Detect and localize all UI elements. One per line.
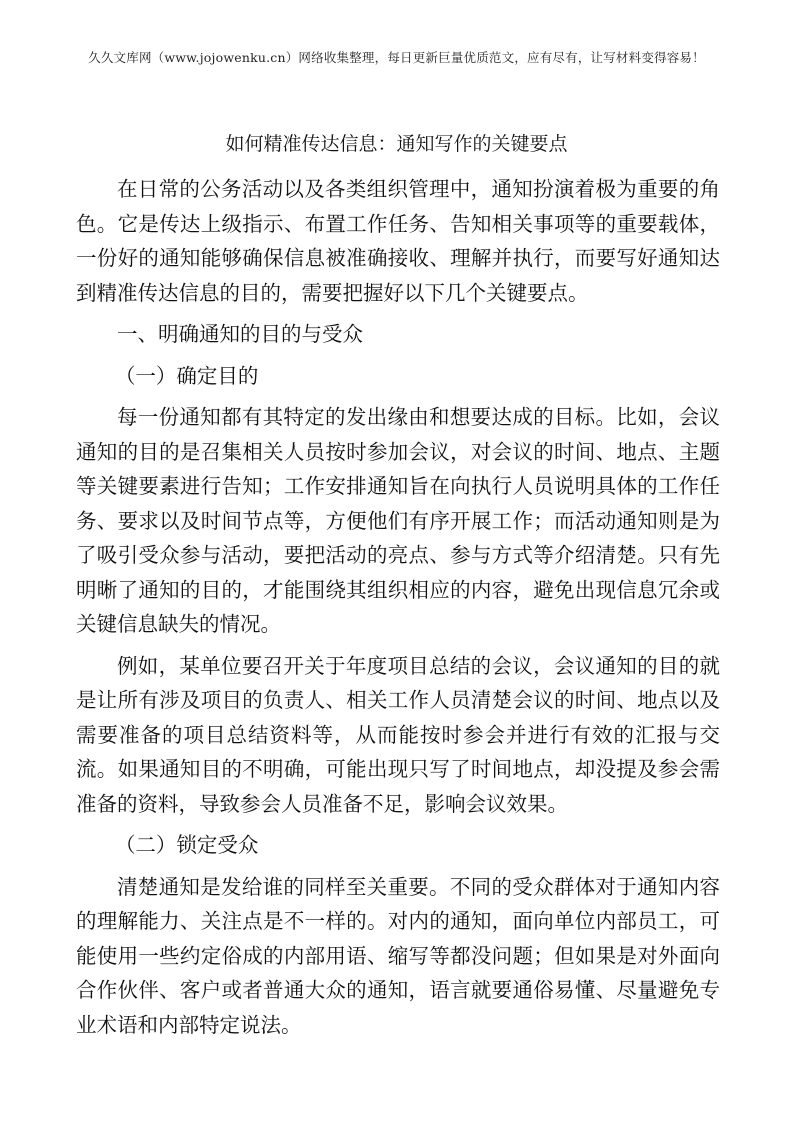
- subsection-heading-purpose: （一）确定目的: [114, 363, 259, 388]
- intro-paragraph: 在日常的公务活动以及各类组织管理中，通知扮演着极为重要的角色。它是传达上级指示、布置工作任务、告知相关事项等的重要载体，一份好的通知能够确保信息被准确接收、理解并执行，而要写好通知达到精准传达信息的目的，需要把握好以下几个关键要点。: [76, 177, 720, 305]
- section-heading-purpose-audience: 一、明确通知的目的与受众: [117, 322, 363, 346]
- document-body: [76, 172, 720, 1049]
- audience-paragraph: 清楚通知是发给谁的同样至关重要。不同的受众群体对于通知内容的理解能力、关注点是不一样的。对内的通知，面向单位内部员工，可能使用一些约定俗成的内部用语、缩写等都没问题；但如果是对外面向合作伙伴、客户或者普通大众的通知，语言就要通俗易懂、尽量避免专业术语和内部特定说法。: [76, 874, 720, 1037]
- subsection-heading-audience: （二）锁定受众: [114, 833, 259, 857]
- document-title: 如何精准传达信息：通知写作的关键要点: [225, 133, 568, 155]
- purpose-paragraph: 每一份通知都有其特定的发出缘由和想要达成的目标。比如，会议通知的目的是召集相关人员按时参加会议，对会议的时间、地点、主题等关键要素进行告知；工作安排通知旨在向执行人员说明具体的工作任务、要求以及时间节点等，方便他们有序开展工作；而活动通知则是为了吸引受众参与活动，要把活动的亮点、参与方式等介绍清楚。只有先明晰了通知的目的，才能围绕其组织相应的内容，避免出现信息冗余或关键信息缺失的情况。: [76, 405, 720, 636]
- page-header-banner: 久久文库网（www.jojowenku.cn）网络收集整理，每日更新巨量优质范文，应有尽有，让写材料变得容易！: [88, 50, 705, 65]
- example-paragraph: 例如，某单位要召开关于年度项目总结的会议，会议通知的目的就是让所有涉及项目的负责人、相关工作人员清楚会议的时间、地点以及需要准备的项目总结资料等，从而能按时参会并进行有效的汇报与交流。如果通知目的不明确，可能出现只写了时间地点，却没提及参会需准备的资料，导致参会人员准备不足，影响会议效果。: [76, 653, 720, 816]
